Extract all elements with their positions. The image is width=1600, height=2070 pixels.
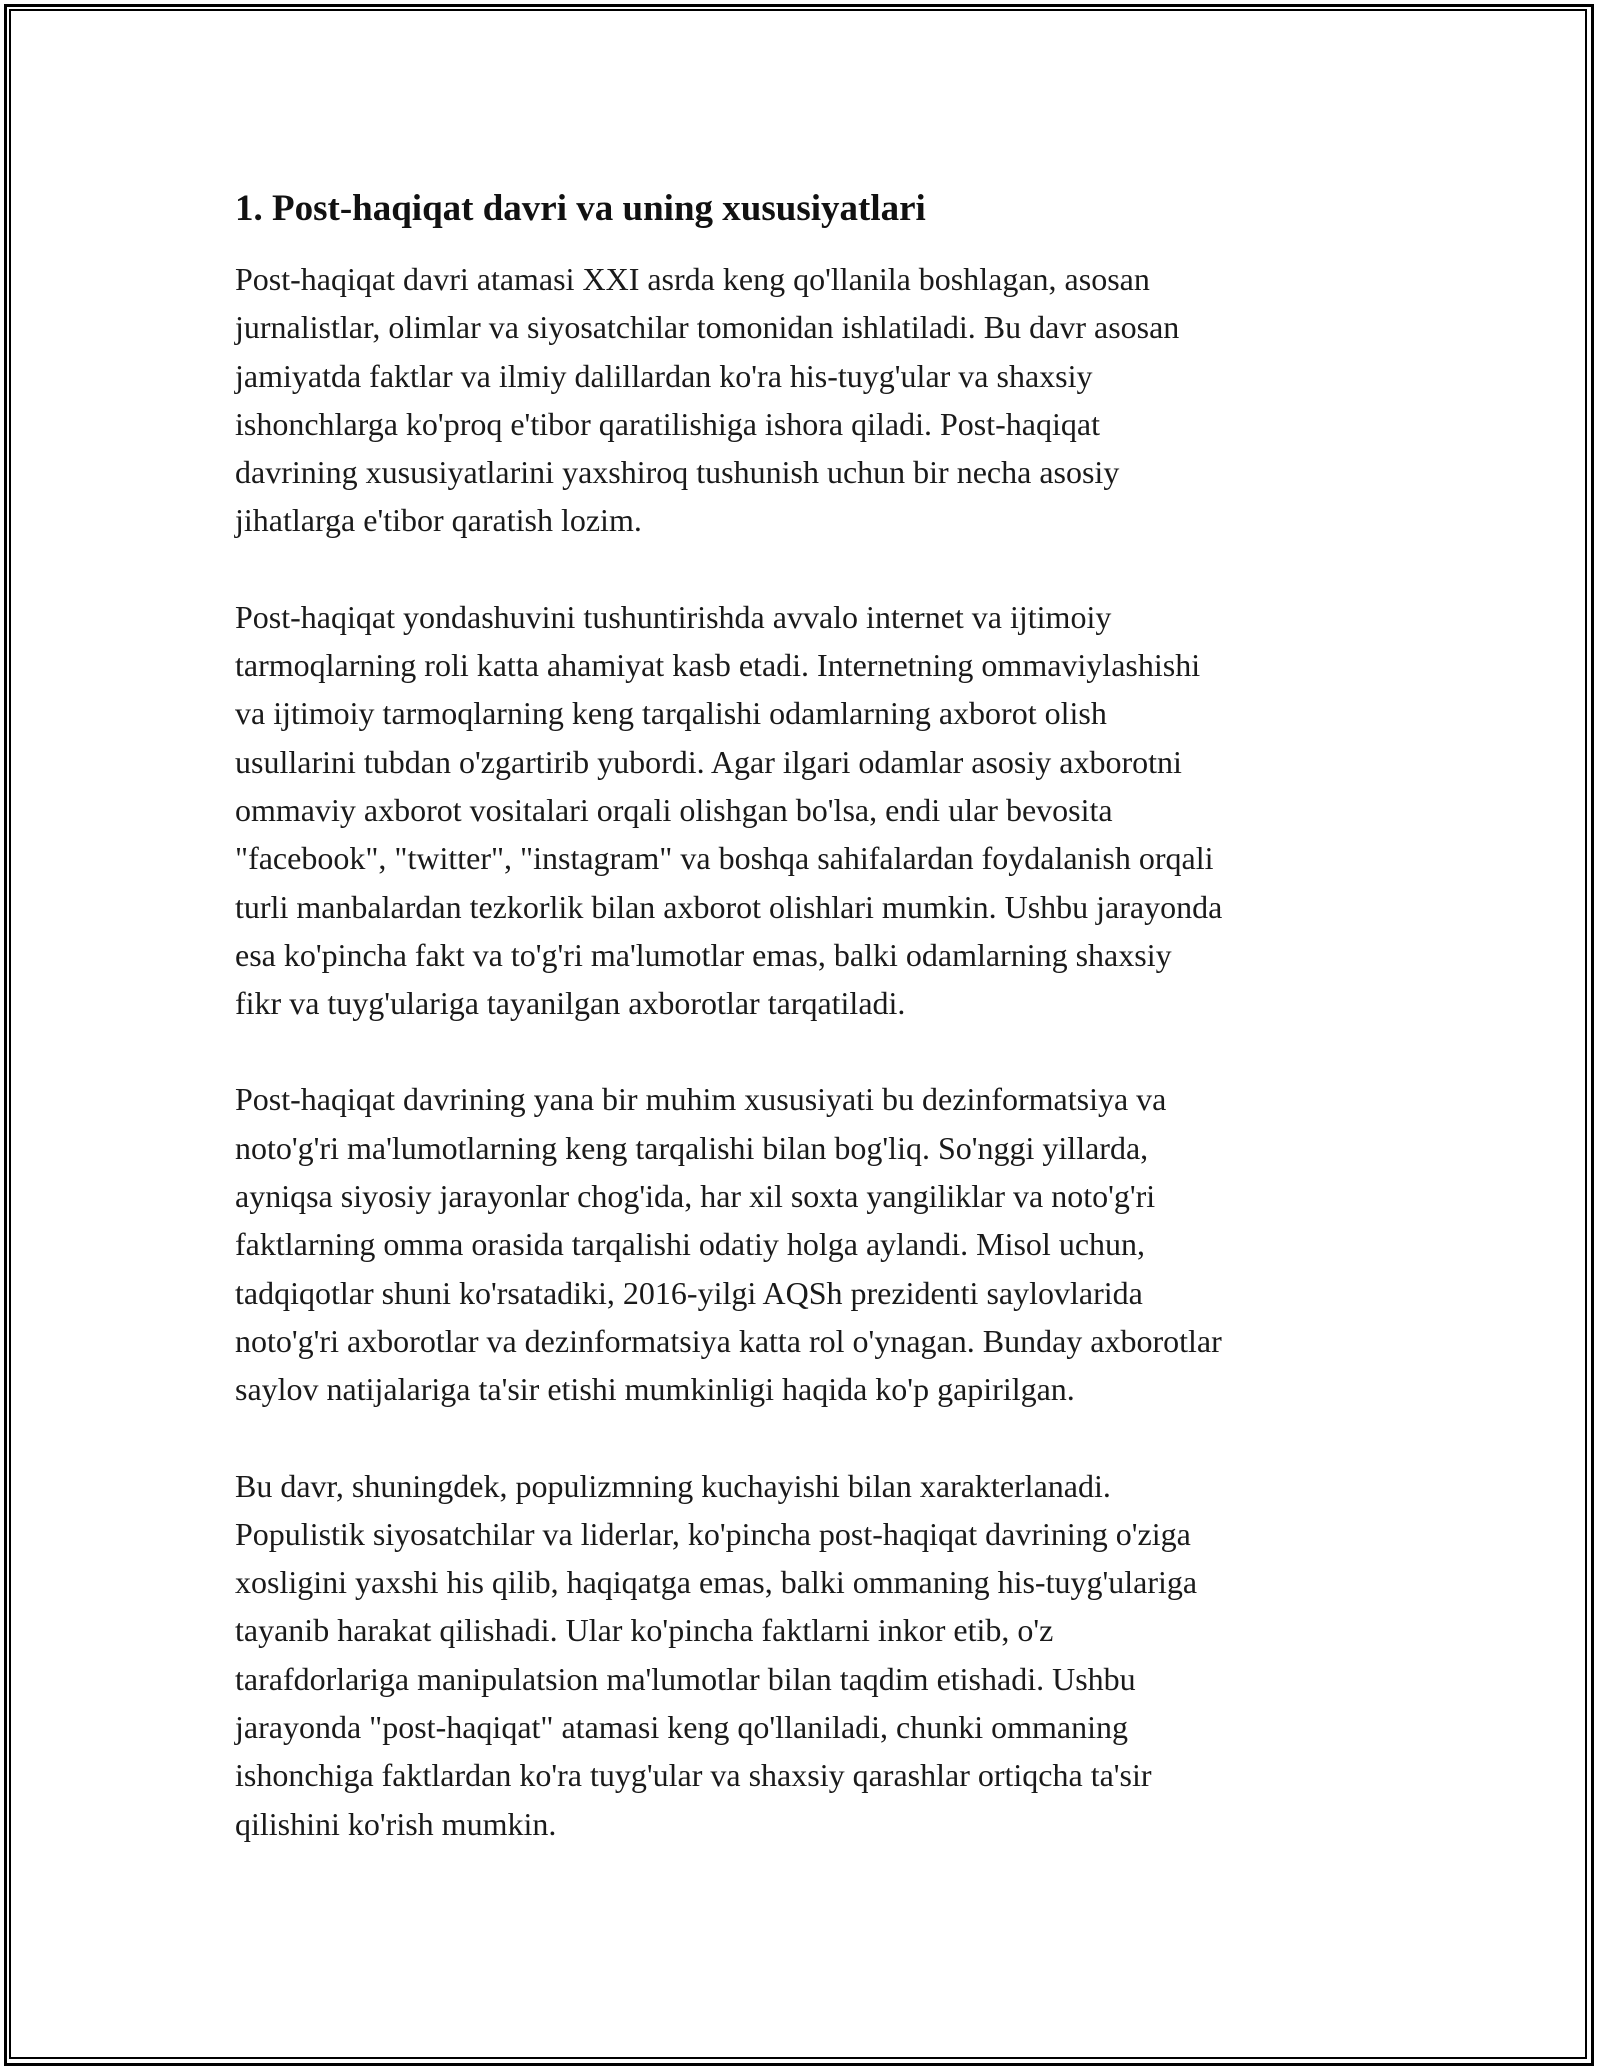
paragraph-line: ommaviy axborot vositalari orqali olishgan bo'lsa, endi ular bevosita <box>235 791 1113 828</box>
paragraph-line: va ijtimoiy tarmoqlarning keng tarqalishi odamlarning axborot olish <box>235 695 1107 732</box>
paragraph-line: jihatlarga e'tibor qaratish lozim. <box>235 502 642 539</box>
paragraph-line: tarmoqlarning roli katta ahamiyat kasb etadi. Internetning ommaviylashishi <box>235 647 1201 684</box>
paragraph-line: Populistik siyosatchilar va liderlar, ko'pincha post-haqiqat davrining o'ziga <box>235 1515 1191 1552</box>
paragraph-line: davrining xususiyatlarini yaxshiroq tushunish uchun bir necha asosiy <box>235 454 1120 491</box>
paragraph-line: esa ko'pincha fakt va to'g'ri ma'lumotlar emas, balki odamlarning shaxsiy <box>235 936 1172 973</box>
paragraph-line: Bu davr, shuningdek, populizmning kuchayishi bilan xarakterlanadi. <box>235 1467 1111 1504</box>
paragraph-line: faktlarning omma orasida tarqalishi odatiy holga aylandi. Misol uchun, <box>235 1226 1146 1263</box>
paragraph-line: ishonchlarga ko'proq e'tibor qaratilishiga ishora qiladi. Post-haqiqat <box>235 405 1100 442</box>
paragraph-line: usullarini tubdan o'zgartirib yubordi. Agar ilgari odamlar asosiy axborotni <box>235 743 1182 780</box>
paragraph-line: tadqiqotlar shuni ko'rsatadiki, 2016-yilgi AQSh prezidenti saylovlarida <box>235 1274 1143 1311</box>
paragraph-line: "facebook", "twitter", "instagram" va boshqa sahifalardan foydalanish orqali <box>235 840 1214 877</box>
paragraph-line: turli manbalardan tezkorlik bilan axborot olishlari mumkin. Ushbu jarayonda <box>235 888 1223 925</box>
paragraph-line: tayanib harakat qilishadi. Ular ko'pincha faktlarni inkor etib, o'z <box>235 1612 1054 1649</box>
section-heading: 1. Post-haqiqat davri va uning xususiyatlari <box>235 188 926 229</box>
paragraph-line: saylov natijalariga ta'sir etishi mumkinligi haqida ko'p gapirilgan. <box>235 1371 1075 1408</box>
paragraph-line: Post-haqiqat davrining yana bir muhim xususiyati bu dezinformatsiya va <box>235 1081 1167 1118</box>
paragraph-line: ayniqsa siyosiy jarayonlar chog'ida, har xil soxta yangiliklar va noto'g'ri <box>235 1178 1156 1215</box>
paragraph-line: jarayonda "post-haqiqat" atamasi keng qo'llaniladi, chunki ommaning <box>235 1709 1128 1746</box>
paragraph-line: Post-haqiqat davri atamasi XXI asrda keng qo'llanila boshlagan, asosan <box>235 261 1150 297</box>
paragraph-2 <box>235 593 1375 1028</box>
paragraph-line: jamiyatda faktlar va ilmiy dalillardan ko'ra his-tuyg'ular va shaxsiy <box>235 357 1093 394</box>
paragraph-1 <box>235 255 1375 545</box>
paragraph-line: tarafdorlariga manipulatsion ma'lumotlar bilan taqdim etishadi. Ushbu <box>235 1660 1136 1697</box>
paragraph-3 <box>235 1075 1375 1413</box>
paragraph-line: xosligini yaxshi his qilib, haqiqatga emas, balki ommaning his-tuyg'ulariga <box>235 1564 1198 1601</box>
paragraph-line: noto'g'ri axborotlar va dezinformatsiya katta rol o'ynagan. Bunday axborotlar <box>235 1322 1222 1359</box>
paragraph-line: Post-haqiqat yondashuvini tushuntirishda avvalo internet va ijtimoiy <box>235 598 1112 635</box>
paragraph-line: jurnalistlar, olimlar va siyosatchilar tomonidan ishlatiladi. Bu davr asosan <box>235 309 1180 346</box>
paragraph-line: fikr va tuyg'ulariga tayanilgan axborotlar tarqatiladi. <box>235 985 906 1022</box>
paragraph-4 <box>235 1462 1375 1848</box>
paragraph-line: qilishini ko'rish mumkin. <box>235 1805 557 1842</box>
paragraph-line: noto'g'ri ma'lumotlarning keng tarqalishi bilan bog'liq. So'nggi yillarda, <box>235 1129 1149 1166</box>
document-page <box>235 185 1375 1896</box>
paragraph-line: ishonchiga faktlardan ko'ra tuyg'ular va shaxsiy qarashlar ortiqcha ta'sir <box>235 1757 1152 1794</box>
